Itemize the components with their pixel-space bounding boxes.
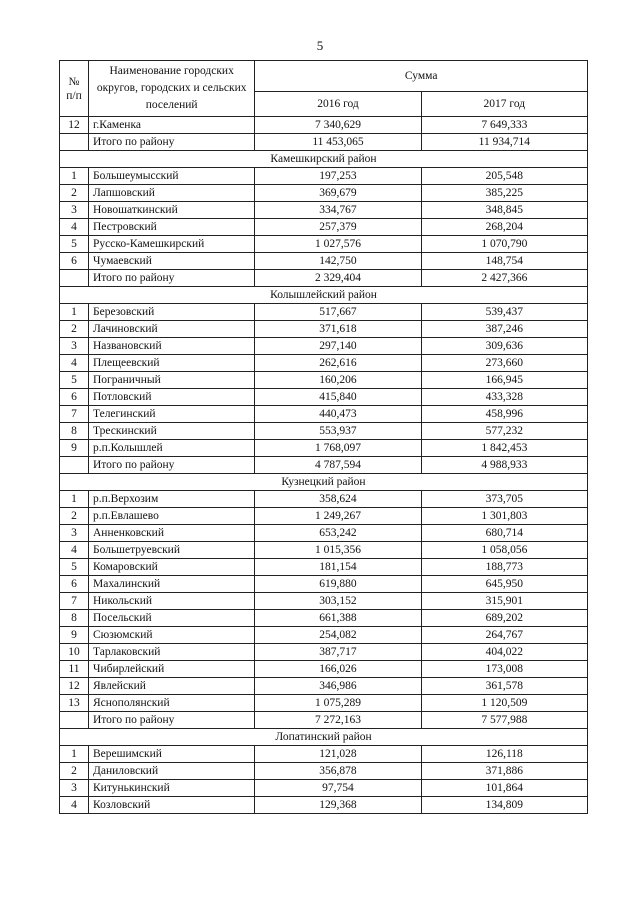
row-number: 2 [60, 321, 89, 338]
table-row [60, 236, 588, 253]
sum-2017: 188,773 [421, 559, 587, 576]
table-body [60, 117, 588, 814]
table-row [60, 202, 588, 219]
settlement-name: г.Каменка [89, 117, 255, 134]
sum-2016: 553,937 [255, 423, 421, 440]
district-name: Камешкирский район [60, 151, 588, 168]
total-row [60, 712, 588, 729]
sum-2016: 262,616 [255, 355, 421, 372]
settlement-name: Посельский [89, 610, 255, 627]
sum-2017: 148,754 [421, 253, 587, 270]
settlement-name: Итого по району [89, 457, 255, 474]
sum-2017: 1 070,790 [421, 236, 587, 253]
total-row [60, 134, 588, 151]
table-row [60, 355, 588, 372]
settlement-name: Явлейский [89, 678, 255, 695]
sum-2017: 680,714 [421, 525, 587, 542]
settlement-name: Сюзюмский [89, 627, 255, 644]
total-row [60, 457, 588, 474]
sum-2016: 369,679 [255, 185, 421, 202]
header-number: № п/п [60, 61, 89, 117]
row-number [60, 270, 89, 287]
table-row [60, 644, 588, 661]
row-number: 3 [60, 780, 89, 797]
sum-2016: 1 027,576 [255, 236, 421, 253]
sum-2017: 264,767 [421, 627, 587, 644]
sum-2016: 371,618 [255, 321, 421, 338]
row-number: 2 [60, 763, 89, 780]
sum-2017: 134,809 [421, 797, 587, 814]
table-row [60, 627, 588, 644]
settlement-name: Козловский [89, 797, 255, 814]
table-row [60, 491, 588, 508]
district-name: Колышлейский район [60, 287, 588, 304]
settlement-name: Новошаткинский [89, 202, 255, 219]
sum-2016: 517,667 [255, 304, 421, 321]
table-row [60, 389, 588, 406]
sum-2017: 1 842,453 [421, 440, 587, 457]
sum-2017: 404,022 [421, 644, 587, 661]
row-number: 12 [60, 678, 89, 695]
sum-2016: 97,754 [255, 780, 421, 797]
settlement-name: Лапшовский [89, 185, 255, 202]
settlement-name: Русско-Камешкирский [89, 236, 255, 253]
header-sum: Сумма [255, 61, 588, 92]
table-row [60, 304, 588, 321]
header-2016: 2016 год [255, 92, 421, 117]
sum-2016: 1 249,267 [255, 508, 421, 525]
sum-2017: 385,225 [421, 185, 587, 202]
row-number [60, 712, 89, 729]
sum-2016: 297,140 [255, 338, 421, 355]
sum-2017: 309,636 [421, 338, 587, 355]
district-header-row [60, 474, 588, 491]
settlement-name: Названовский [89, 338, 255, 355]
settlement-name: Итого по району [89, 270, 255, 287]
row-number: 4 [60, 542, 89, 559]
sum-2017: 4 988,933 [421, 457, 587, 474]
table-row [60, 695, 588, 712]
settlement-name: Итого по району [89, 712, 255, 729]
table-row [60, 661, 588, 678]
sum-2017: 373,705 [421, 491, 587, 508]
sum-2017: 645,950 [421, 576, 587, 593]
settlement-name: Чибирлейский [89, 661, 255, 678]
row-number: 1 [60, 304, 89, 321]
settlement-name: Плещеевский [89, 355, 255, 372]
sum-2017: 361,578 [421, 678, 587, 695]
sum-2017: 539,437 [421, 304, 587, 321]
sum-2016: 356,878 [255, 763, 421, 780]
sum-2016: 1 075,289 [255, 695, 421, 712]
row-number: 4 [60, 355, 89, 372]
row-number: 9 [60, 627, 89, 644]
row-number: 7 [60, 593, 89, 610]
district-header-row [60, 151, 588, 168]
sum-2017: 577,232 [421, 423, 587, 440]
table-row [60, 168, 588, 185]
settlement-name: Лачиновский [89, 321, 255, 338]
sum-2016: 254,082 [255, 627, 421, 644]
sum-2017: 1 058,056 [421, 542, 587, 559]
settlement-name: Большеумысский [89, 168, 255, 185]
sum-2016: 440,473 [255, 406, 421, 423]
sum-2016: 346,986 [255, 678, 421, 695]
settlement-name: Яснополянский [89, 695, 255, 712]
sum-2016: 1 015,356 [255, 542, 421, 559]
district-header-row [60, 287, 588, 304]
sum-2016: 653,242 [255, 525, 421, 542]
header-2017: 2017 год [421, 92, 587, 117]
district-name: Лопатинский район [60, 729, 588, 746]
sum-2016: 2 329,404 [255, 270, 421, 287]
row-number: 8 [60, 423, 89, 440]
settlement-name: Комаровский [89, 559, 255, 576]
page-number: 5 [316, 38, 324, 53]
row-number: 10 [60, 644, 89, 661]
table-row [60, 525, 588, 542]
sum-2016: 358,624 [255, 491, 421, 508]
settlement-name: Пограничный [89, 372, 255, 389]
row-number: 4 [60, 797, 89, 814]
table-header [60, 61, 588, 117]
row-number: 4 [60, 219, 89, 236]
sum-2017: 433,328 [421, 389, 587, 406]
table-row [60, 746, 588, 763]
table-row [60, 321, 588, 338]
row-number: 1 [60, 168, 89, 185]
settlement-name: Потловский [89, 389, 255, 406]
table-row [60, 372, 588, 389]
sum-2017: 205,548 [421, 168, 587, 185]
header-name: Наименование городских округов, городских и сельских поселений [89, 61, 255, 117]
settlement-name: Даниловский [89, 763, 255, 780]
sum-2017: 7 577,988 [421, 712, 587, 729]
table-row [60, 508, 588, 525]
sum-2017: 348,845 [421, 202, 587, 219]
sum-2017: 11 934,714 [421, 134, 587, 151]
row-number [60, 134, 89, 151]
row-number: 7 [60, 406, 89, 423]
sum-2017: 126,118 [421, 746, 587, 763]
sum-2016: 11 453,065 [255, 134, 421, 151]
sum-2017: 7 649,333 [421, 117, 587, 134]
sum-2016: 7 340,629 [255, 117, 421, 134]
sum-2016: 303,152 [255, 593, 421, 610]
row-number [60, 457, 89, 474]
row-number: 6 [60, 576, 89, 593]
row-number: 6 [60, 253, 89, 270]
sum-2016: 121,028 [255, 746, 421, 763]
row-number: 3 [60, 525, 89, 542]
sum-2017: 1 120,509 [421, 695, 587, 712]
table-row [60, 576, 588, 593]
row-number: 3 [60, 202, 89, 219]
settlement-name: Махалинский [89, 576, 255, 593]
sum-2016: 257,379 [255, 219, 421, 236]
table-row [60, 219, 588, 236]
row-number: 9 [60, 440, 89, 457]
sum-2016: 334,767 [255, 202, 421, 219]
row-number: 8 [60, 610, 89, 627]
sum-2017: 101,864 [421, 780, 587, 797]
sum-2016: 197,253 [255, 168, 421, 185]
table-row [60, 406, 588, 423]
table-row [60, 253, 588, 270]
settlement-name: Чумаевский [89, 253, 255, 270]
settlement-name: Итого по району [89, 134, 255, 151]
table-row [60, 542, 588, 559]
sum-2017: 273,660 [421, 355, 587, 372]
row-number: 13 [60, 695, 89, 712]
sum-2016: 387,717 [255, 644, 421, 661]
sum-2017: 166,945 [421, 372, 587, 389]
sum-2016: 142,750 [255, 253, 421, 270]
row-number: 5 [60, 236, 89, 253]
sum-2016: 160,206 [255, 372, 421, 389]
table-row [60, 780, 588, 797]
settlement-name: Китунькинский [89, 780, 255, 797]
row-number: 1 [60, 491, 89, 508]
settlement-name: р.п.Верхозим [89, 491, 255, 508]
settlement-name: р.п.Колышлей [89, 440, 255, 457]
sum-2017: 2 427,366 [421, 270, 587, 287]
table-row [60, 440, 588, 457]
table-row [60, 763, 588, 780]
table-row [60, 185, 588, 202]
row-number: 5 [60, 372, 89, 389]
sum-2016: 619,880 [255, 576, 421, 593]
row-number: 12 [60, 117, 89, 134]
table-row [60, 423, 588, 440]
district-name: Кузнецкий район [60, 474, 588, 491]
row-number: 3 [60, 338, 89, 355]
settlement-name: Тарлаковский [89, 644, 255, 661]
settlement-name: Никольский [89, 593, 255, 610]
table-row [60, 678, 588, 695]
sum-2017: 387,246 [421, 321, 587, 338]
settlement-name: Большетруевский [89, 542, 255, 559]
settlement-name: Телегинский [89, 406, 255, 423]
sum-2017: 1 301,803 [421, 508, 587, 525]
sum-2016: 7 272,163 [255, 712, 421, 729]
row-number: 2 [60, 185, 89, 202]
row-number: 1 [60, 746, 89, 763]
sum-2017: 268,204 [421, 219, 587, 236]
sum-2016: 1 768,097 [255, 440, 421, 457]
district-header-row [60, 729, 588, 746]
settlement-name: Березовский [89, 304, 255, 321]
sum-2016: 661,388 [255, 610, 421, 627]
settlement-name: р.п.Евлашево [89, 508, 255, 525]
sum-2016: 415,840 [255, 389, 421, 406]
table-row [60, 559, 588, 576]
settlement-name: Верешимский [89, 746, 255, 763]
sum-2017: 315,901 [421, 593, 587, 610]
settlement-name: Пестровский [89, 219, 255, 236]
table-row [60, 117, 588, 134]
settlement-name: Анненковский [89, 525, 255, 542]
table-row [60, 593, 588, 610]
sum-2017: 173,008 [421, 661, 587, 678]
table-row [60, 338, 588, 355]
sum-2017: 458,996 [421, 406, 587, 423]
sum-2017: 689,202 [421, 610, 587, 627]
sum-2016: 4 787,594 [255, 457, 421, 474]
row-number: 5 [60, 559, 89, 576]
row-number: 11 [60, 661, 89, 678]
sum-2016: 181,154 [255, 559, 421, 576]
sum-2016: 129,368 [255, 797, 421, 814]
sum-2017: 371,886 [421, 763, 587, 780]
sum-2016: 166,026 [255, 661, 421, 678]
row-number: 2 [60, 508, 89, 525]
total-row [60, 270, 588, 287]
table-row [60, 797, 588, 814]
row-number: 6 [60, 389, 89, 406]
table-row [60, 610, 588, 627]
budget-table [59, 60, 588, 814]
settlement-name: Трескинский [89, 423, 255, 440]
